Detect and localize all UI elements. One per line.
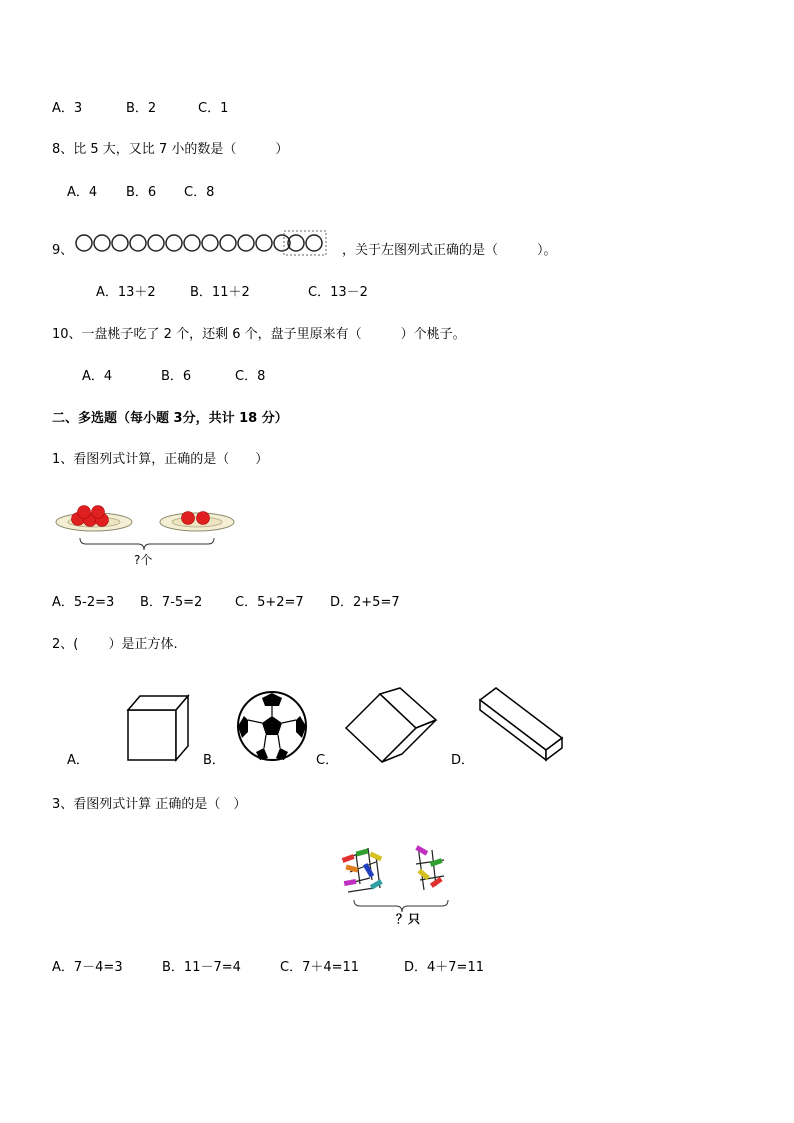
q9-prefix: 9、	[52, 243, 74, 258]
soccer-ball-icon	[234, 688, 310, 764]
m3-option-b: B．11－7=4	[162, 960, 241, 975]
apple-plates-figure	[52, 500, 242, 560]
q9-suffix: ，关于左图列式正确的是（ ）。	[342, 243, 557, 258]
m1-figure-label: ?个	[134, 553, 153, 567]
circles-figure	[72, 230, 342, 256]
dragonfly-icon	[342, 854, 355, 863]
dragonflies-figure	[336, 840, 456, 920]
m2-label-d: D．	[451, 753, 475, 768]
m1-option-c: C．5+2=7	[235, 595, 304, 610]
q10-option-a: A．4	[82, 369, 113, 384]
cube-icon	[118, 688, 198, 768]
q9-option-b: B．11＋2	[190, 285, 250, 300]
dragonfly-icon	[415, 845, 428, 855]
m3-option-d: D．4＋7=11	[404, 960, 484, 975]
m1-text: 1、看图列式计算，正确的是（ ）	[52, 452, 269, 467]
cuboid-icon	[470, 682, 566, 768]
m1-option-b: B．7-5=2	[140, 595, 203, 610]
dragonfly-icon	[370, 879, 383, 889]
dragonfly-icon	[344, 879, 357, 886]
q8-option-b: B．6	[126, 185, 157, 200]
q10-text: 10、一盘桃子吃了 2 个，还剩 6 个，盘子里原来有（ ）个桃子。	[52, 327, 466, 342]
dragonfly-icon	[430, 858, 443, 867]
m2-label-c: C．	[316, 753, 339, 768]
dragonfly-icon	[369, 852, 382, 862]
m3-option-c: C．7＋4=11	[280, 960, 360, 975]
dragonfly-icon	[356, 849, 369, 857]
m2-label-b: B．	[203, 753, 225, 768]
apple-icon	[72, 506, 109, 527]
m2-text: 2、( ）是正方体.	[52, 637, 178, 652]
m1-option-a: A．5-2=3	[52, 595, 115, 610]
section-heading: 二、多选题（每小题 3分，共计 18 分）	[52, 411, 288, 426]
m3-text: 3、看图列式计算 正确的是（ ）	[52, 797, 247, 812]
q8-option-c: C．8	[184, 185, 215, 200]
q10-option-b: B．6	[161, 369, 192, 384]
q8-option-a: A．4	[67, 185, 98, 200]
q7-option-c: C．1	[198, 101, 229, 116]
q7-option-a: A．3	[52, 101, 83, 116]
q8-text: 8、比 5 大，又比 7 小的数是（ ）	[52, 142, 289, 157]
m1-option-d: D．2+5=7	[330, 595, 400, 610]
dragonfly-icon	[417, 869, 429, 881]
q7-option-b: B．2	[126, 101, 157, 116]
m2-label-a: A．	[67, 753, 89, 768]
m3-option-a: A．7－4=3	[52, 960, 123, 975]
m3-figure-label: ？只	[396, 912, 421, 926]
q9-option-c: C．13－2	[308, 285, 368, 300]
q9-option-a: A．13＋2	[96, 285, 156, 300]
tilted-box-icon	[340, 682, 444, 768]
q10-option-c: C．8	[235, 369, 266, 384]
